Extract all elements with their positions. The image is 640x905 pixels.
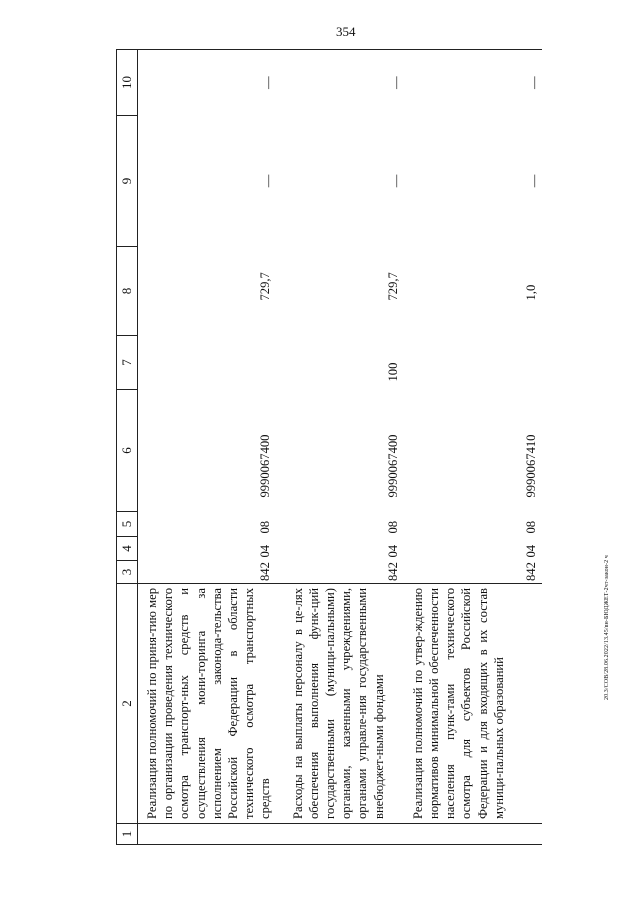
header-col-5: 5 xyxy=(117,512,138,537)
header-col-2: 2 xyxy=(117,584,138,824)
row-col9: — xyxy=(526,174,541,188)
row-target-article: 9990067400 xyxy=(258,434,272,498)
row-section: 04 xyxy=(523,544,538,558)
row-chapter: 842 xyxy=(404,561,542,584)
row-index-cell xyxy=(404,824,542,845)
row-subsection: 08 xyxy=(385,520,400,534)
header-col-7: 7 xyxy=(117,336,138,390)
header-col-1: 1 xyxy=(117,824,138,845)
table-row xyxy=(284,50,404,845)
budget-table-rotated xyxy=(116,50,541,845)
header-col-4: 4 xyxy=(117,537,138,561)
row-col10: — xyxy=(404,50,542,116)
header-col-6: 6 xyxy=(117,390,138,512)
table-row xyxy=(404,50,542,845)
row-expense-type xyxy=(404,336,542,390)
row-index-cell xyxy=(138,824,284,845)
budget-table xyxy=(116,49,542,845)
row-description: Реализация полномочий по утвер-ждению нормативов минимальной обеспеченности населения пунк-тами технического осмотра для субъектов Российской Федерации и для входящих в их состав муници-пальных образований xyxy=(404,584,542,824)
document-id-note: 20.3/СОВ/28.06.2022/13.45/вн-БЮДЖЕТ-2чт-закон-2 ч xyxy=(604,555,610,700)
row-chapter: 842 xyxy=(138,561,284,584)
header-col-8: 8 xyxy=(117,247,138,336)
row-expense-type xyxy=(138,336,284,390)
row-expense-type: 100 xyxy=(385,362,400,382)
row-col9: — xyxy=(261,174,275,188)
row-section: 04 xyxy=(258,544,272,558)
row-index-cell xyxy=(284,824,404,845)
row-section: 04 xyxy=(385,544,400,558)
row-amount: 1,0 xyxy=(523,284,538,301)
row-description: Расходы на выплаты персоналу в це-лях обеспечения выполнения функ-ций государственными (муници-пальными) органами, казенными учреждениями, органами управле-ния государственными внебюджет-ными фондами xyxy=(284,584,404,824)
header-col-10: 10 xyxy=(117,50,138,116)
row-subsection: 08 xyxy=(258,520,272,534)
row-subsection: 08 xyxy=(523,520,538,534)
row-target-article: 9990067410 xyxy=(523,434,538,498)
header-row xyxy=(117,50,138,845)
row-target-article: 9990067400 xyxy=(385,434,400,498)
table-row xyxy=(138,50,284,845)
row-col10: — xyxy=(138,50,284,116)
row-amount: 729,7 xyxy=(385,272,400,301)
row-amount: 729,7 xyxy=(258,272,272,301)
row-description: Реализация полномочий по приня-тию мер по организации проведения технического осмотра транспорт-ных средств и осуществления мони-торинга за исполнением законода-тельства Российской Федерации в области технического осмотра транспортных средств xyxy=(138,584,284,824)
header-col-9: 9 xyxy=(117,116,138,247)
header-col-3: 3 xyxy=(117,561,138,584)
page-number: 354 xyxy=(336,24,356,39)
row-col9: — xyxy=(388,174,403,188)
row-col10: — xyxy=(284,50,404,116)
row-chapter: 842 xyxy=(284,561,404,584)
